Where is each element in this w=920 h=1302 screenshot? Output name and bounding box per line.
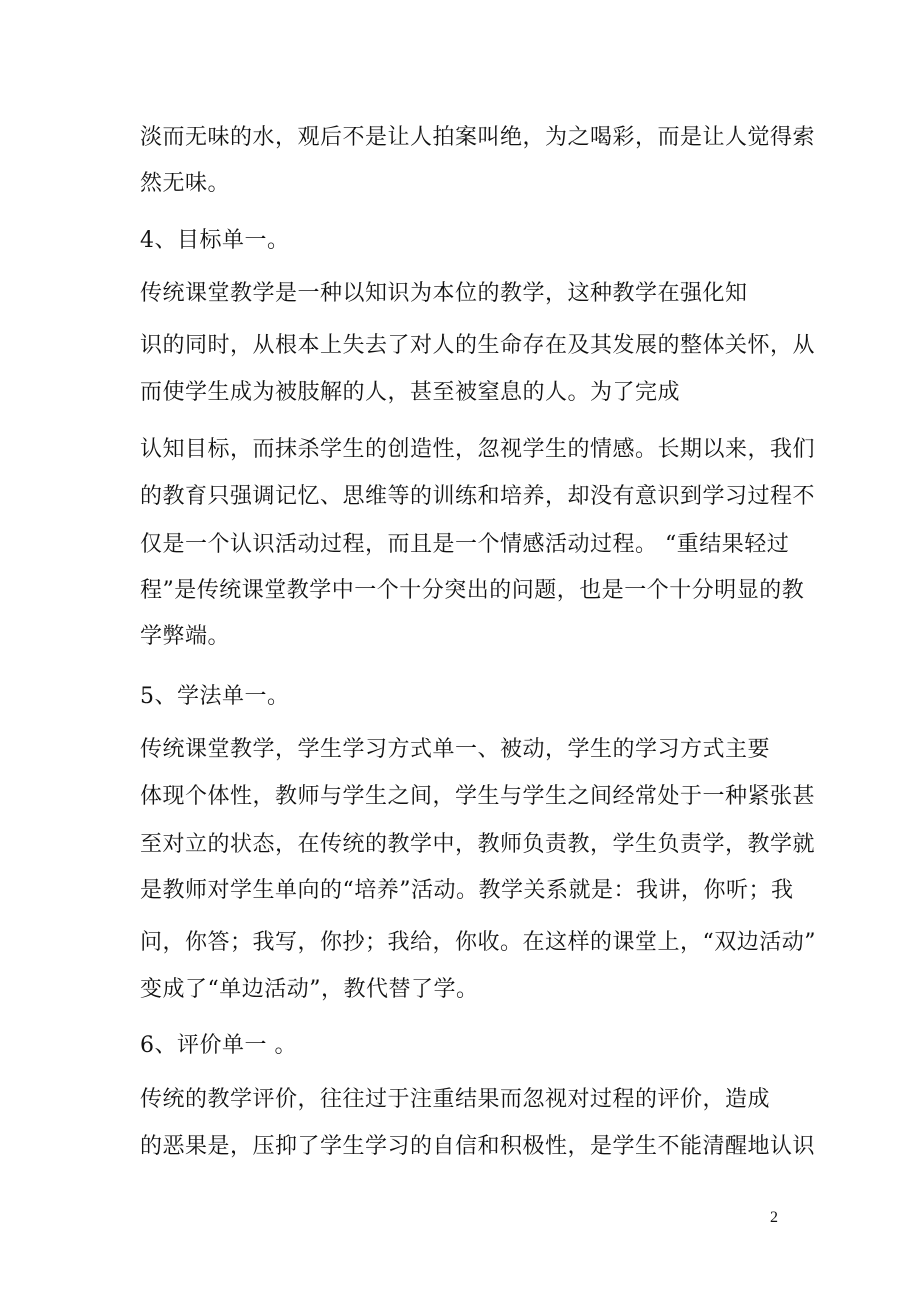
section-heading: 4、目标单一。 xyxy=(140,228,290,253)
page-number: 2 xyxy=(770,1209,778,1226)
text-line: 仅是一个认识活动过程，而且是一个情感活动过程。 “重结果轻过 xyxy=(140,532,790,557)
text-line: 的教育只强调记忆、思维等的训练和培养，却没有意识到学习过程不 xyxy=(140,484,816,509)
section-heading: 6、评价单一 。 xyxy=(140,1033,297,1058)
text-line: 传统的教学评价，往往过于注重结果而忽视对过程的评价，造成 xyxy=(140,1087,771,1112)
text-line: 变成了“单边活动”，教代替了学。 xyxy=(140,977,479,1002)
text-line: 问，你答；我写，你抄；我给，你收。在这样的课堂上，“双边活动” xyxy=(140,930,816,955)
text-line: 学弊端。 xyxy=(140,624,231,649)
text-line: 传统课堂教学是一种以知识为本位的教学，这种教学在强化知 xyxy=(140,281,748,306)
text-line: 程”是传统课堂教学中一个十分突出的问题，也是一个十分明显的教 xyxy=(140,578,805,603)
text-line: 至对立的状态，在传统的教学中，教师负责教，学生负责学，教学就 xyxy=(140,832,816,857)
text-line: 的恶果是，压抑了学生学习的自信和积极性，是学生不能清醒地认识 xyxy=(140,1134,816,1159)
text-line: 识的同时，从根本上失去了对人的生命存在及其发展的整体关怀，从 xyxy=(140,333,816,358)
text-line: 然无味。 xyxy=(140,171,231,196)
text-line: 而使学生成为被肢解的人，甚至被窒息的人。为了完成 xyxy=(140,380,681,405)
text-line: 淡而无味的水，观后不是让人拍案叫绝，为之喝彩，而是让人觉得索 xyxy=(140,125,816,150)
section-heading: 5、学法单一。 xyxy=(140,684,290,709)
text-line: 认知目标，而抹杀学生的创造性，忽视学生的情感。长期以来，我们 xyxy=(140,437,816,462)
text-line: 传统课堂教学，学生学习方式单一、被动，学生的学习方式主要 xyxy=(140,737,771,762)
text-line: 体现个体性，教师与学生之间，学生与学生之间经常处于一种紧张甚 xyxy=(140,784,816,809)
text-line: 是教师对学生单向的“培养”活动。教学关系就是：我讲，你听；我 xyxy=(140,878,794,903)
